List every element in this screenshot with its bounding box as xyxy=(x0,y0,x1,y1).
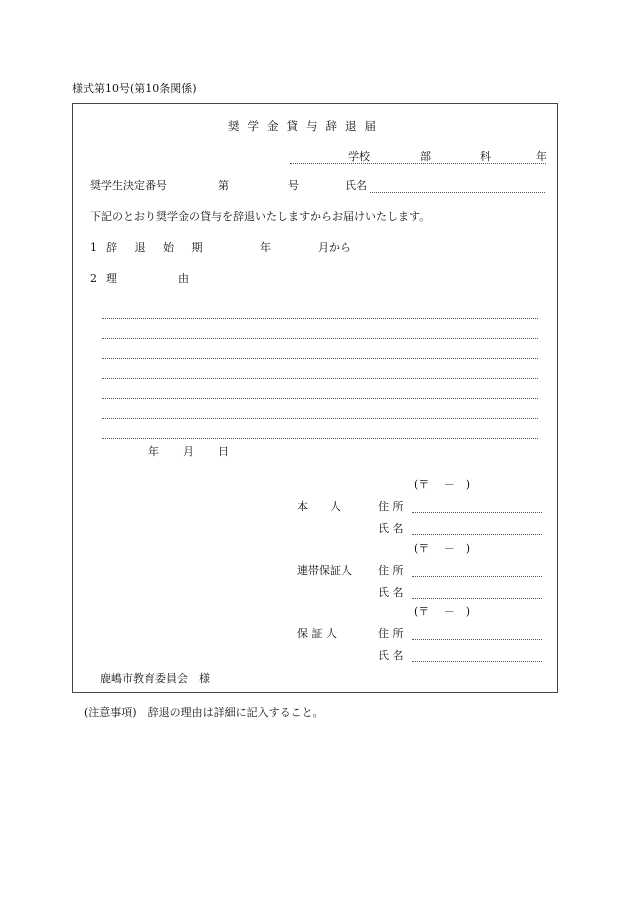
applicant-address-label: 住 所 xyxy=(378,500,404,513)
postal-mark: (〒 － ) xyxy=(414,605,471,618)
joint-guarantor-address-label: 住 所 xyxy=(378,564,404,577)
postal-mark: (〒 － ) xyxy=(414,478,471,491)
date-day: 日 xyxy=(218,445,229,458)
date-year: 年 xyxy=(148,445,159,458)
go-label: 号 xyxy=(288,179,299,192)
joint-guarantor-address-line[interactable] xyxy=(412,576,542,577)
addressee: 鹿嶋市教育委員会 様 xyxy=(100,672,210,685)
reason-line[interactable] xyxy=(102,318,538,319)
item2-label: 理 xyxy=(106,272,117,285)
item2-number: 2 xyxy=(90,272,97,285)
applicant-name-line[interactable] xyxy=(412,534,542,535)
applicant-address-line[interactable] xyxy=(412,512,542,513)
year-label: 年 xyxy=(536,150,547,163)
form-number: 様式第10号(第10条関係) xyxy=(72,82,197,95)
item1-month-from: 月から xyxy=(318,241,351,254)
dai-label: 第 xyxy=(218,179,229,192)
school-label: 学校 xyxy=(348,150,370,163)
item2-label2: 由 xyxy=(178,272,189,285)
note: (注意事項) 辞退の理由は詳細に記入すること。 xyxy=(84,706,324,719)
name-label: 氏名 xyxy=(345,179,367,192)
guarantor-address-line[interactable] xyxy=(412,639,542,640)
date-month: 月 xyxy=(183,445,194,458)
joint-guarantor-name-line[interactable] xyxy=(412,598,542,599)
applicant-role: 本 人 xyxy=(297,500,341,513)
reason-line[interactable] xyxy=(102,438,538,439)
applicant-name-label: 氏 名 xyxy=(378,522,404,535)
department-label: 部 xyxy=(420,150,431,163)
form-title: 奨学金貸与辞退届 xyxy=(228,119,384,133)
guarantor-role: 保 証 人 xyxy=(297,627,337,640)
guarantor-name-line[interactable] xyxy=(412,661,542,662)
joint-guarantor-name-label: 氏 名 xyxy=(378,586,404,599)
item1-number: 1 xyxy=(90,241,97,254)
name-line[interactable] xyxy=(370,192,545,193)
statement-text: 下記のとおり奨学金の貸与を辞退いたしますからお届けいたします。 xyxy=(90,210,431,223)
reason-line[interactable] xyxy=(102,378,538,379)
postal-mark: (〒 － ) xyxy=(414,542,471,555)
guarantor-name-label: 氏 名 xyxy=(378,649,404,662)
reason-line[interactable] xyxy=(102,338,538,339)
reason-line[interactable] xyxy=(102,418,538,419)
reason-line[interactable] xyxy=(102,398,538,399)
guarantor-address-label: 住 所 xyxy=(378,627,404,640)
decision-number-label: 奨学生決定番号 xyxy=(90,179,167,192)
school-line[interactable] xyxy=(290,163,546,164)
reason-line[interactable] xyxy=(102,358,538,359)
joint-guarantor-role: 連帯保証人 xyxy=(297,564,352,577)
course-label: 科 xyxy=(480,150,491,163)
item1-label: 辞 退 始 期 xyxy=(106,241,210,254)
item1-year: 年 xyxy=(260,241,271,254)
